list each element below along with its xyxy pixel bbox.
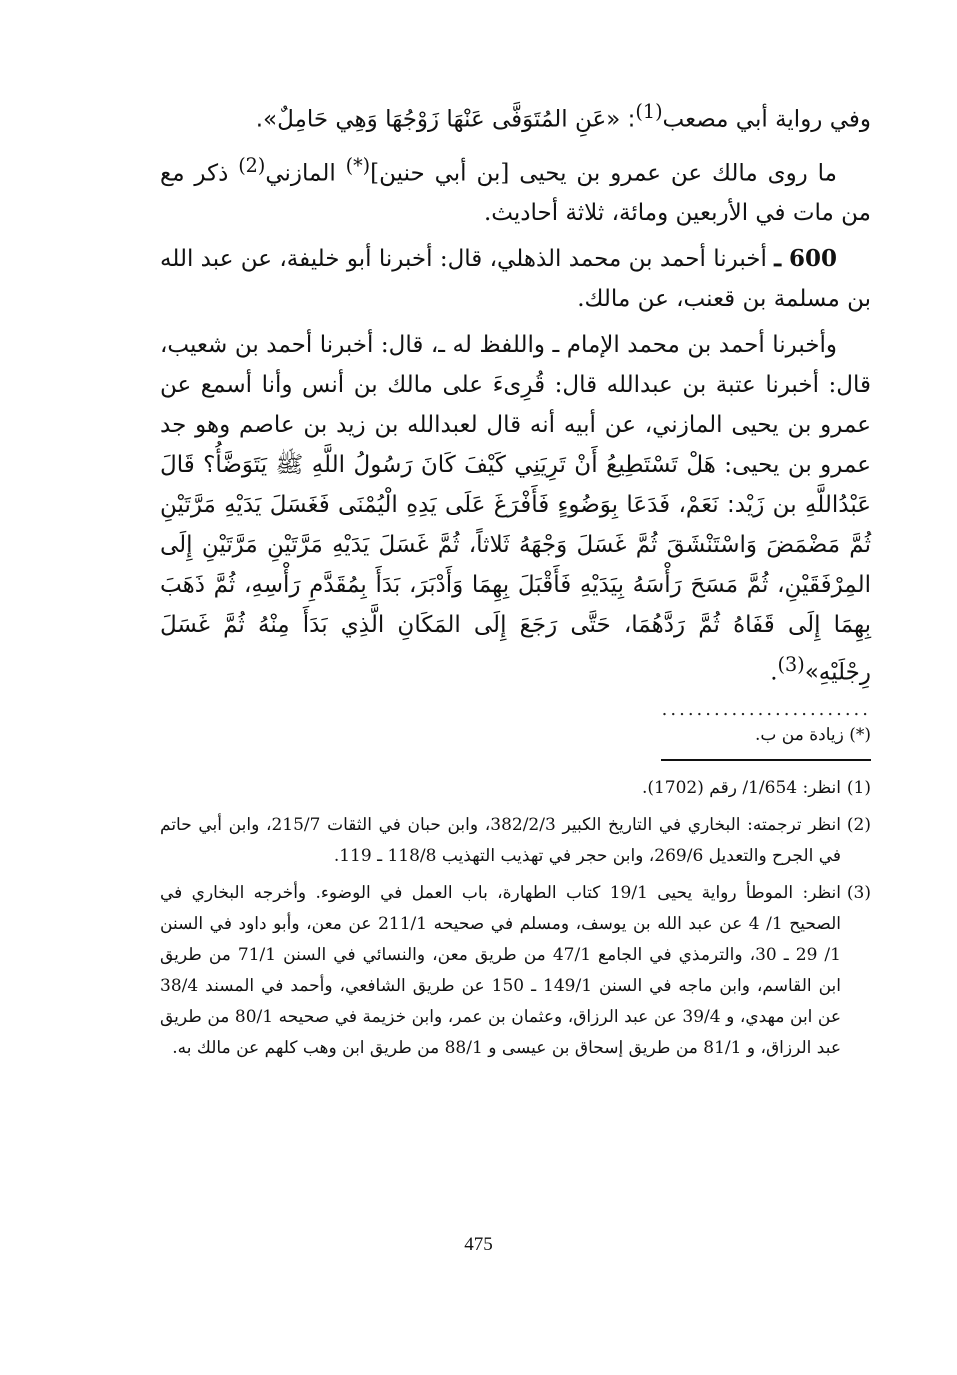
paragraph-isnad [160, 325, 871, 693]
footnote-divider [661, 759, 871, 761]
paragraph-text: ما روى مالك عن عمرو بن يحيى [بن أبي حنين] [370, 160, 837, 187]
page-number: 475 [464, 1234, 493, 1255]
footnote-1 [160, 773, 871, 804]
hadith-quote: هَلْ تَسْتَطِيعُ أَنْ تَرِيَنِي كَيْفَ كَانَ رَسُولُ اللَّهِ ﷺ يَتَوَضَّأُ؟ قَالَ عَبْدُاللَّهِ بن زَيْد: نَعَمْ، فَدَعَا بِوَضُوءٍ فَأَفْرَغَ عَلَى يَدِهِ الْيُمْنَى فَغَسَلَ يَدَيْهِ مَرَّتَيْنِ ثُمَّ مَضْمَضَ وَاسْتَنْشَقَ ثُمَّ غَسَلَ وَجْهَهُ ثَلاثاً، ثُمَّ غَسَلَ يَدَيْهِ مَرَّتَيْنِ مَرَّتَيْنِ إِلَى المِرْفَقَيْنِ، ثُمَّ مَسَحَ رَأْسَهُ بِيَدَيْهِ فَأَقْبَلَ بِهِمَا وَأَدْبَرَ، بَدَأَ بِمُقَدَّمِ رَأْسِهِ، ثُمَّ ذَهَبَ بِهِمَا إِلَى قَفَاهُ ثُمَّ رَدَّهُمَا، حَتَّى رَجَعَ إِلَى المَكَانِ الَّذِي بَدَأَ مِنْهُ ثُمَّ غَسَلَ رِجْلَيْهِ» [160, 452, 871, 686]
paragraph-text: أخبرنا أحمد بن محمد الذهلي، قال: أخبرنا أبو خليفة، عن عبد الله بن مسلمة بن قعنب، عن مالك. [160, 246, 871, 313]
paragraph-text: المازني [265, 160, 346, 187]
footnote-3 [160, 878, 871, 1064]
paragraph-amr-bin-yahya [160, 146, 871, 234]
footnote-ref-3[interactable]: (3) [777, 653, 805, 677]
star-note-ref[interactable]: (*) [345, 153, 371, 177]
paragraph-text: ذكر مع من مات في الأربعين ومائة، ثلاثة أحاديث. [160, 160, 871, 227]
paragraph-text: وأخبرنا أحمد بن محمد الإمام ـ واللفظ له ـ، قال: أخبرنا أحمد بن شعيب، قال: أخبرنا عتبة بن عبدالله قال: قُرِىءَ على مالك بن أنس وأنا أسمع عن عمرو بن يحيى المازني، عن أبيه أنه قال لعبدالله بن زيد بن عاصم وهو جد عمرو بن يحيى: [160, 332, 871, 479]
hadith-quote: : «عَنِ المُتَوَفَّى عَنْهَا زَوْجُهَا وَهِي حَامِلٌ». [255, 106, 636, 133]
footnote-ref-2[interactable]: (2) [238, 153, 266, 177]
dotted-separator: ........................ [661, 698, 871, 720]
footnote-text: انظر: 1/654/ رقم (1702). [641, 777, 841, 798]
footnote-label: (1) [846, 777, 871, 798]
paragraph-hadith-600 [160, 239, 871, 319]
main-text [160, 92, 871, 693]
star-note: (*) زيادة من ب. [754, 724, 871, 745]
paragraph-abu-musab [160, 92, 871, 140]
footnote-text: انظر: الموطأ رواية يحيى 19/1 كتاب الطهارة، باب العمل في الوضوء. وأخرجه البخاري في الصحيح 1/ 4 عن عبد الله بن يوسف، ومسلم في صحيحه 211/1 عن معن، وأبو داود في السنن 1/ 29 ـ 30، والترمذي في الجامع 47/1 من طريق معن، والنسائي في السنن 71/1 من طريق ابن القاسم، وابن ماجه في السنن 149/1 ـ 150 عن طريق الشافعي، وأحمد في المسند 38/4 عن ابن مهدي، و 39/4 عن عبد الرزاق، وعثمان بن عمر، وابن خزيمة في صحيحه 80/1 من طريق عبد الرزاق، و 81/1 من طريق إسحاق بن عيسى و 88/1 من طريق ابن وهب كلهم عن مالك به. [160, 882, 842, 1058]
hadith-number: 600 ـ [774, 245, 837, 273]
footnotes [160, 773, 871, 1064]
paragraph-text: وفي رواية أبي مصعب [662, 106, 871, 133]
paragraph-text: . [770, 659, 778, 686]
footnote-ref-1[interactable]: (1) [635, 100, 663, 123]
footnote-2 [160, 810, 871, 872]
page-content [160, 92, 871, 1375]
footnote-text: انظر ترجمته: البخاري في التاريخ الكبير 382/2/3، وابن حبان في الثقات 215/7، وابن أبي حاتم في الجرح والتعديل 269/6، وابن حجر في تهذيب التهذيب 118/8 ـ 119. [160, 814, 842, 866]
footnote-label: (3) [846, 882, 871, 903]
footnote-label: (2) [846, 814, 871, 835]
